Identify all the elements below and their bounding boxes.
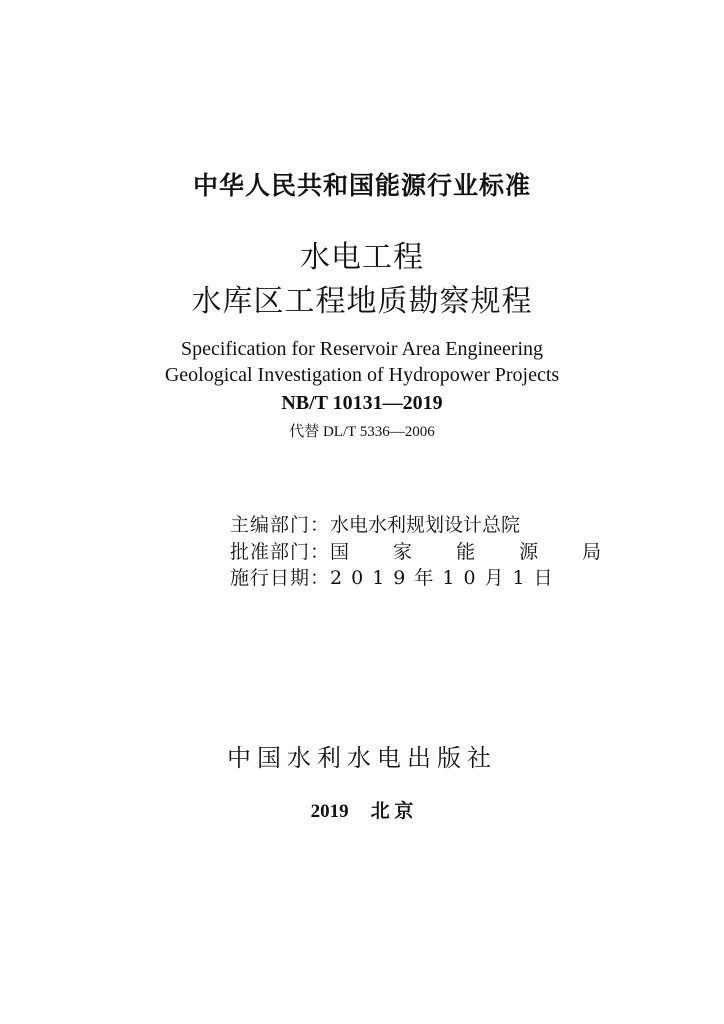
effective-date-value: 2019年10月1日: [330, 567, 562, 589]
effective-date-label: 施行日期：: [230, 567, 331, 589]
replaces-standard: 代替 DL/T 5336—2006: [289, 424, 435, 440]
standard-code: NB/T 10131—2019: [281, 392, 443, 414]
approver-value: 国 家 能 源 局: [330, 541, 621, 563]
publication-year: 2019: [310, 801, 349, 822]
title-en-line2: Geological Investigation of Hydropower Projects: [164, 364, 560, 386]
title-cn-line2: 水库区工程地质勘察规程: [191, 284, 533, 319]
editor-value: 水电水利规划设计总院: [330, 514, 521, 536]
year-place: [0, 796, 724, 823]
editor-label: 主编部门：: [230, 514, 331, 536]
title-cn-line1: 水电工程: [300, 240, 424, 275]
publication-place: 北 京: [370, 801, 414, 822]
publisher: 中国水利水电出版社: [227, 744, 497, 772]
effective-date-row: [230, 563, 562, 590]
title-en-line1: Specification for Reservoir Area Engineering: [180, 338, 544, 360]
approver-row: [230, 537, 620, 564]
approver-label: 批准部门：: [230, 541, 331, 563]
standard-type: 中华人民共和国能源行业标准: [192, 171, 531, 200]
editor-row: [230, 510, 520, 537]
